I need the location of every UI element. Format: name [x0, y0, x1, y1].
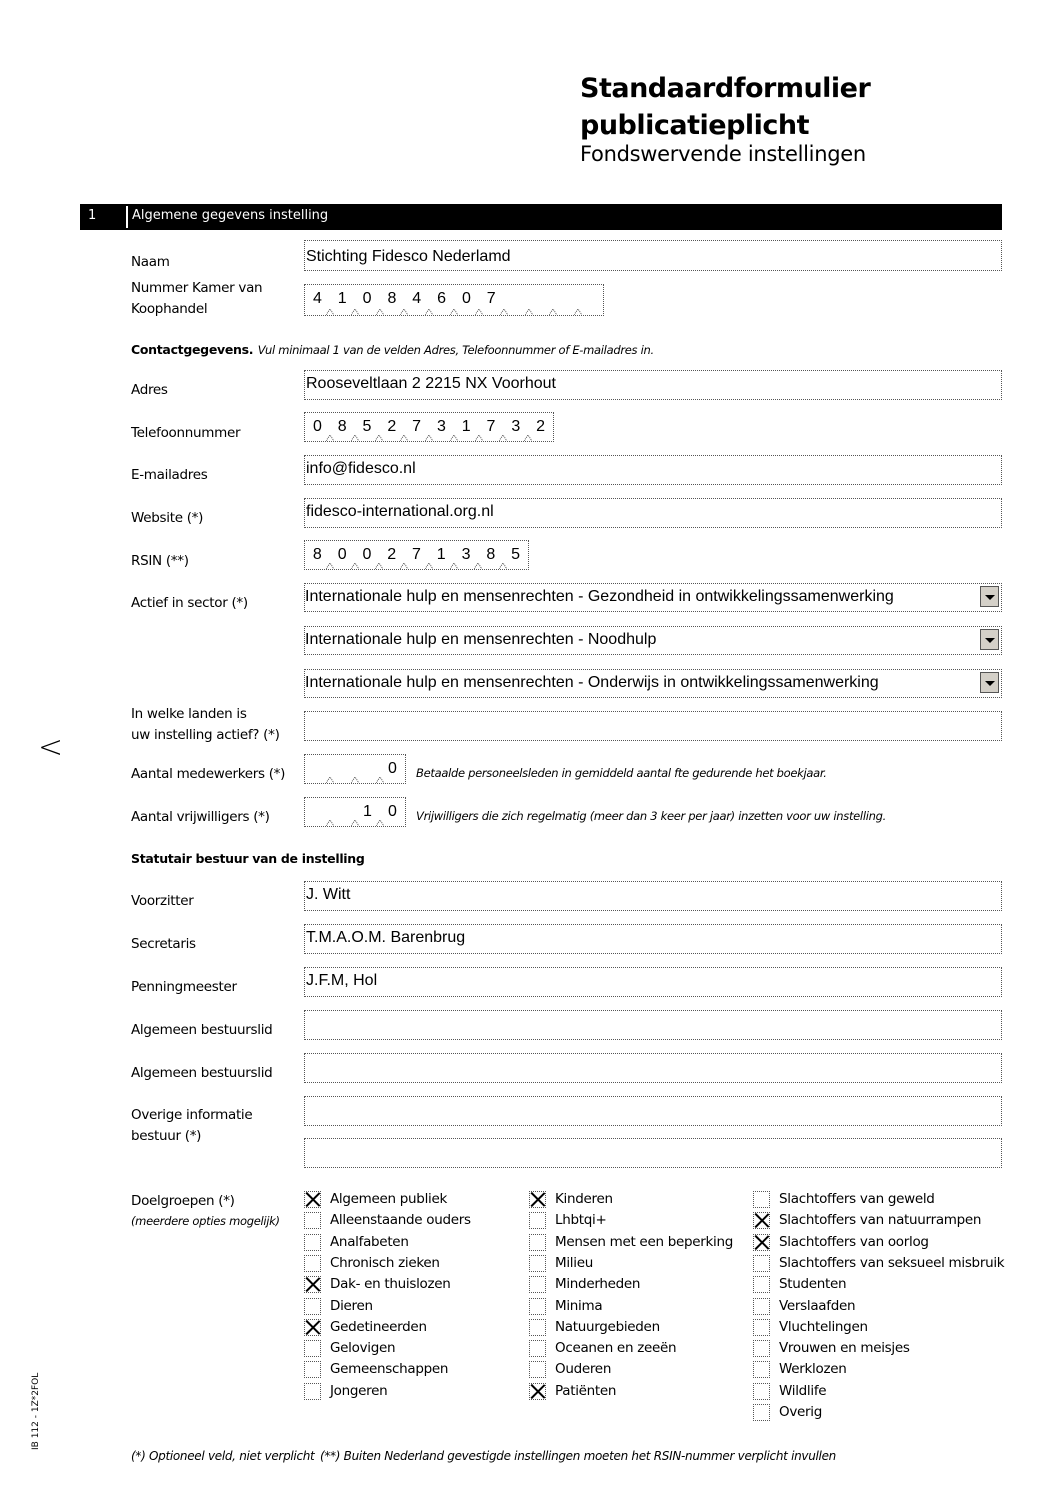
doelgroep-label: Alleenstaande ouders — [330, 1212, 471, 1229]
doelgroep-checkbox[interactable] — [753, 1255, 770, 1272]
chevron-down-icon[interactable] — [980, 629, 999, 650]
overig-label-line2: bestuur (*) — [131, 1128, 202, 1144]
digit-separator — [525, 309, 533, 315]
doelgroep-checkbox[interactable] — [304, 1319, 321, 1336]
doelgroep-checkbox[interactable] — [304, 1255, 321, 1272]
kvk-label — [131, 278, 262, 320]
doelgroep-checkbox[interactable] — [529, 1212, 546, 1229]
website-label: Website (*) — [131, 510, 204, 526]
medewerkers-note: Betaalde personeelsleden in gemiddeld aantal fte gedurende het boekjaar. — [416, 766, 827, 780]
website-field[interactable]: fidesco-international.org.nl — [304, 498, 1002, 528]
digit-cell: 0 — [388, 760, 397, 777]
digit-separator — [574, 309, 582, 315]
footer-note-optional: (*) Optioneel veld, niet verplicht — [131, 1449, 315, 1463]
digit-separator — [475, 309, 483, 315]
digit-separator — [475, 435, 483, 441]
section-header — [80, 204, 1002, 230]
digit-separator — [500, 309, 508, 315]
form-subtitle: Fondswervende instellingen — [580, 142, 866, 166]
email-label: E-mailadres — [131, 467, 208, 483]
digit-separator — [400, 309, 408, 315]
digit-separator — [499, 435, 507, 441]
digit-separator — [400, 563, 408, 569]
digit-separator — [375, 435, 383, 441]
doelgroep-label: Verslaafden — [779, 1297, 856, 1314]
section-title: Algemene gegevens instelling — [132, 208, 329, 223]
doelgroep-label: Milieu — [555, 1254, 593, 1271]
doelgroep-label: Kinderen — [555, 1191, 613, 1207]
landen-label-line1: In welke landen is — [131, 706, 247, 722]
digit-separator — [326, 309, 334, 315]
digit-separator — [450, 309, 458, 315]
bestuurslid2-label: Algemeen bestuurslid — [131, 1065, 273, 1081]
naam-field[interactable]: Stichting Fidesco Nederlamd — [304, 240, 1002, 271]
doelgroep-checkbox[interactable] — [753, 1191, 770, 1208]
digit-cell: 5 — [511, 546, 521, 563]
doelgroep-label: Wildlife — [779, 1382, 827, 1399]
doelgroep-label: Slachtoffers van geweld — [779, 1191, 935, 1207]
voorzitter-label: Voorzitter — [131, 893, 194, 909]
doelgroep-checkbox[interactable] — [304, 1234, 321, 1251]
kvk-label-line1: Nummer Kamer van — [131, 280, 263, 296]
doelgroep-label: Minderheden — [555, 1276, 641, 1293]
digit-cell: 8 — [387, 290, 397, 307]
rsin-field[interactable] — [304, 540, 529, 570]
doelgroep-checkbox[interactable] — [529, 1276, 546, 1293]
landen-label-line2: uw instelling actief? (*) — [131, 727, 280, 743]
doelgroep-checkbox[interactable] — [304, 1298, 321, 1315]
digit-cell: 8 — [486, 546, 496, 563]
secretaris-field[interactable]: T.M.A.O.M. Barenbrug — [304, 924, 1002, 954]
doelgroep-label: Lhbtqi+ — [555, 1212, 607, 1229]
digit-separator — [524, 435, 532, 441]
doelgroep-checkbox[interactable] — [753, 1212, 770, 1229]
doelgroep-checkbox[interactable] — [304, 1361, 321, 1378]
chevron-down-icon[interactable] — [980, 672, 999, 693]
doelgroep-checkbox[interactable] — [529, 1383, 546, 1400]
doelgroep-label: Jongeren — [330, 1382, 388, 1399]
doelgroep-checkbox[interactable] — [304, 1276, 321, 1293]
doelgroep-label: Dieren — [330, 1297, 373, 1314]
vrijwilligers-note: Vrijwilligers die zich regelmatig (meer dan 3 keer per jaar) inzetten voor uw instelling. — [416, 809, 886, 823]
landen-label — [131, 704, 280, 746]
doelgroep-label: Vrouwen en meisjes — [779, 1340, 910, 1357]
digit-separator — [326, 820, 334, 826]
bestuur-heading: Statutair bestuur van de instelling — [131, 851, 365, 866]
doelgroep-label: Gemeenschappen — [330, 1361, 449, 1378]
digit-cell: 8 — [312, 546, 322, 563]
doelgroep-checkbox[interactable] — [529, 1340, 546, 1357]
digit-separator — [450, 563, 458, 569]
adres-field[interactable]: Rooseveltlaan 2 2215 NX Voorhout — [304, 370, 1002, 400]
doelgroep-label: Dak- en thuislozen — [330, 1276, 451, 1293]
section-number: 1 — [88, 208, 97, 223]
digit-cell: 0 — [337, 546, 347, 563]
doelgroep-checkbox[interactable] — [304, 1191, 321, 1208]
penningmeester-field[interactable]: J.F.M, Hol — [304, 967, 1002, 997]
digit-cell: 5 — [362, 418, 372, 435]
digit-separator — [326, 563, 334, 569]
doelgroep-label: Slachtoffers van oorlog — [779, 1233, 929, 1250]
doelgroep-label: Werklozen — [779, 1361, 847, 1378]
sector-select-1[interactable] — [304, 583, 1002, 612]
doelgroep-checkbox[interactable] — [753, 1319, 770, 1336]
contact-heading: Contactgegevens. — [131, 342, 254, 357]
digit-separator — [425, 435, 433, 441]
doelgroep-checkbox[interactable] — [529, 1191, 546, 1208]
digit-separator — [549, 309, 557, 315]
digit-cell: 6 — [437, 290, 447, 307]
doelgroep-label: Gelovigen — [330, 1340, 396, 1357]
form-title-line2: publicatieplicht — [580, 110, 810, 141]
bestuurslid2-field[interactable] — [304, 1053, 1002, 1083]
digit-separator — [425, 563, 433, 569]
digit-cell: 2 — [387, 546, 397, 563]
contact-heading-row — [131, 339, 654, 360]
email-field[interactable]: info@fidesco.nl — [304, 455, 1002, 485]
overig-field-1[interactable] — [304, 1096, 1002, 1126]
rsin-label: RSIN (**) — [131, 553, 189, 569]
doelgroep-checkbox[interactable] — [529, 1361, 546, 1378]
digit-separator — [499, 563, 507, 569]
secretaris-label: Secretaris — [131, 936, 196, 952]
doelgroep-checkbox[interactable] — [304, 1340, 321, 1357]
doelgroep-label: Studenten — [779, 1276, 847, 1293]
doelgroep-checkbox[interactable] — [529, 1298, 546, 1315]
digit-separator — [351, 309, 359, 315]
chevron-down-icon[interactable] — [980, 586, 999, 607]
doelgroep-checkbox[interactable] — [304, 1383, 321, 1400]
digit-separator — [351, 563, 359, 569]
digit-separator — [351, 820, 359, 826]
digit-cell: 1 — [363, 803, 372, 820]
digit-separator — [376, 777, 384, 783]
bestuurslid1-label: Algemeen bestuurslid — [131, 1022, 273, 1038]
telefoon-field[interactable] — [304, 412, 554, 442]
doelgroep-label: Oceanen en zeeën — [555, 1340, 677, 1357]
footer-note-rsin: (**) Buiten Nederland gevestigde instellingen moeten het RSIN-nummer verplicht invullen — [320, 1449, 836, 1463]
digit-cell: 2 — [387, 418, 397, 435]
sector-select-2-value: Internationale hulp en mensenrechten - Noodhulp — [305, 631, 657, 648]
digit-cell: 7 — [486, 290, 496, 307]
contact-note: Vul minimaal 1 van de velden Adres, Telefoonnummer of E-mailadres in. — [257, 343, 654, 357]
kvk-label-line2: Koophandel — [131, 301, 208, 317]
form-code: IB 112 - 1Z*2FOL — [31, 1372, 41, 1450]
digit-separator — [425, 309, 433, 315]
doelgroep-label: Vluchtelingen — [779, 1318, 868, 1335]
landen-field[interactable] — [304, 711, 1002, 741]
doelgroep-checkbox[interactable] — [753, 1404, 770, 1421]
form-title-line1: Standaardformulier — [580, 73, 871, 104]
digit-cell: 2 — [536, 418, 546, 435]
doelgroep-checkbox[interactable] — [753, 1234, 770, 1251]
digit-cell: 7 — [412, 546, 421, 563]
digit-cell: 4 — [312, 290, 322, 307]
doelgroep-label: Slachtoffers van seksueel misbruik — [779, 1254, 1005, 1271]
digit-separator — [376, 309, 384, 315]
doelgroep-checkbox[interactable] — [753, 1361, 770, 1378]
doelgroep-label: Analfabeten — [330, 1233, 409, 1250]
digit-cell: 0 — [362, 546, 372, 563]
doelgroep-label: Ouderen — [555, 1361, 612, 1378]
doelgroep-label: Patiënten — [555, 1382, 617, 1399]
digit-separator — [326, 777, 334, 783]
doelgroepen-label: Doelgroepen (*) — [131, 1193, 235, 1209]
digit-separator — [375, 563, 383, 569]
digit-cell: 8 — [337, 418, 347, 435]
digit-cell: 7 — [486, 418, 496, 435]
doelgroep-checkbox[interactable] — [529, 1234, 546, 1251]
digit-separator — [450, 435, 458, 441]
sector-select-3[interactable] — [304, 669, 1002, 698]
sector-select-1-value: Internationale hulp en mensenrechten - Gezondheid in ontwikkelingssamenwerking — [305, 588, 894, 605]
kvk-field[interactable] — [304, 284, 604, 316]
doelgroep-checkbox[interactable] — [529, 1319, 546, 1336]
digit-cell: 0 — [388, 803, 397, 820]
doelgroep-label: Minima — [555, 1297, 603, 1314]
telefoon-label: Telefoonnummer — [131, 425, 241, 441]
penningmeester-label: Penningmeester — [131, 979, 237, 995]
bestuurslid1-field[interactable] — [304, 1010, 1002, 1040]
digit-separator — [474, 563, 482, 569]
vrijwilligers-field[interactable] — [304, 797, 406, 827]
sector-select-2[interactable] — [304, 626, 1002, 655]
digit-separator — [351, 777, 359, 783]
vrijwilligers-label: Aantal vrijwilligers (*) — [131, 809, 270, 825]
doelgroep-label: Gedetineerden — [330, 1318, 427, 1335]
digit-cell: 3 — [511, 418, 521, 435]
overig-field-2[interactable] — [304, 1138, 1002, 1168]
doelgroep-label: Algemeen publiek — [330, 1191, 447, 1207]
digit-cell: 3 — [461, 546, 471, 563]
voorzitter-field[interactable]: J. Witt — [304, 881, 1002, 911]
digit-cell: 0 — [461, 290, 471, 307]
form-title — [580, 70, 870, 144]
doelgroepen-note: (meerdere opties mogelijk) — [131, 1214, 280, 1228]
digit-cell: 3 — [436, 418, 446, 435]
digit-cell: 1 — [337, 290, 347, 307]
digit-separator — [351, 435, 359, 441]
digit-cell: 1 — [436, 546, 446, 563]
doelgroep-checkbox[interactable] — [304, 1212, 321, 1229]
digit-cell: 1 — [461, 418, 471, 435]
digit-cell: 0 — [312, 418, 322, 435]
sector-label: Actief in sector (*) — [131, 595, 248, 611]
doelgroep-label: Chronisch zieken — [330, 1254, 440, 1271]
digit-cell: 4 — [412, 290, 422, 307]
doelgroep-checkbox[interactable] — [753, 1298, 770, 1315]
doelgroep-label: Overig — [779, 1404, 822, 1420]
section-divider — [126, 206, 128, 228]
doelgroep-checkbox[interactable] — [753, 1340, 770, 1357]
medewerkers-field[interactable] — [304, 754, 406, 784]
overig-label-line1: Overige informatie — [131, 1107, 253, 1123]
doelgroep-label: Mensen met een beperking — [555, 1233, 733, 1250]
digit-separator — [376, 820, 384, 826]
doelgroep-checkbox[interactable] — [529, 1255, 546, 1272]
sector-select-3-value: Internationale hulp en mensenrechten - Onderwijs in ontwikkelingssamenwerking — [305, 674, 879, 691]
digit-cell: 7 — [412, 418, 422, 435]
adres-label: Adres — [131, 382, 168, 398]
side-arrow: < — [38, 730, 64, 765]
medewerkers-label: Aantal medewerkers (*) — [131, 766, 286, 782]
naam-label: Naam — [131, 254, 170, 270]
digit-cell: 0 — [362, 290, 372, 307]
overig-label — [131, 1105, 252, 1147]
digit-separator — [400, 435, 408, 441]
doelgroep-checkbox[interactable] — [753, 1383, 770, 1400]
doelgroep-label: Slachtoffers van natuurrampen — [779, 1212, 982, 1229]
doelgroep-label: Natuurgebieden — [555, 1318, 660, 1335]
digit-separator — [326, 435, 334, 441]
doelgroep-checkbox[interactable] — [753, 1276, 770, 1293]
